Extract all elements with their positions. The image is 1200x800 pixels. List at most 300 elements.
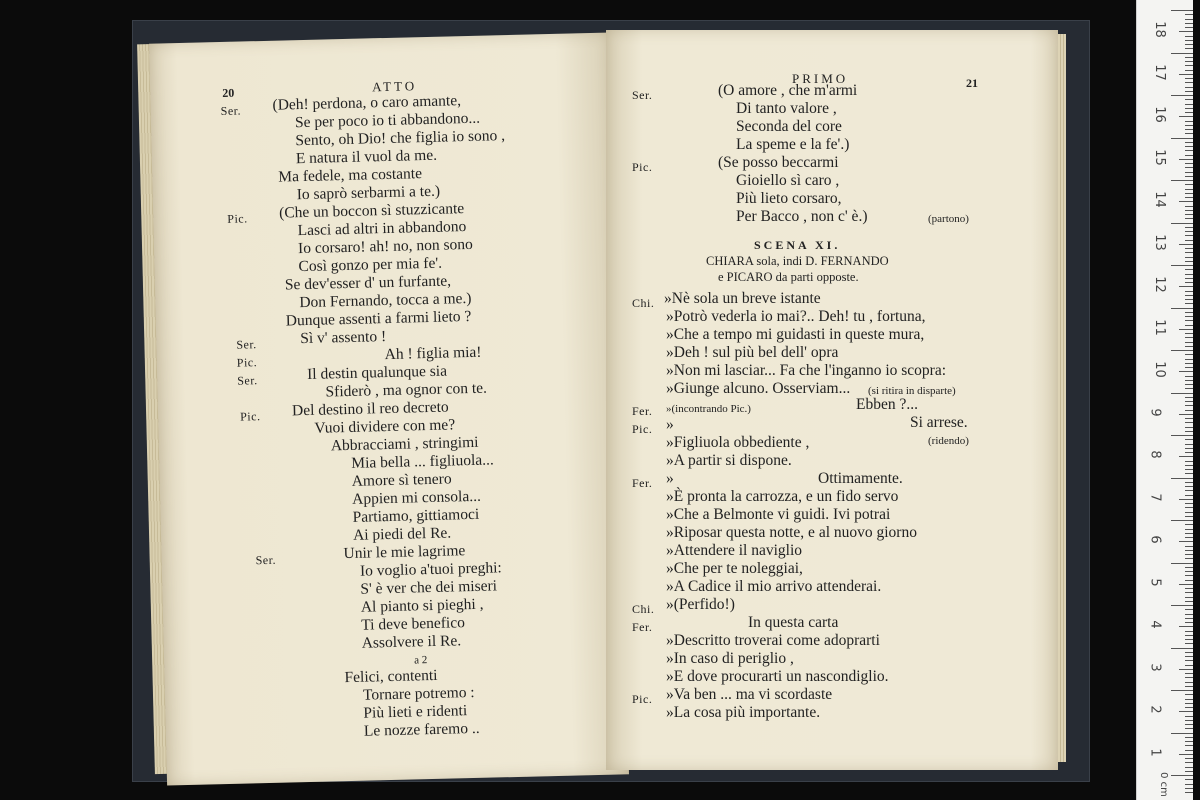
verse-line: »Figliuola obbediente , [666, 434, 810, 451]
verse-line: Seconda del core [736, 118, 842, 135]
verse-line: Di tanto valore , [736, 100, 837, 117]
verse-line: »Potrò vederla io mai?.. Deh! tu , fortuna, [666, 308, 926, 325]
verse-line: Amore sì tenero [351, 470, 452, 490]
ruler-tick [1185, 342, 1193, 343]
verse-line: Il destin qualunque sia [306, 362, 448, 383]
ruler-tick [1185, 363, 1193, 364]
ruler-tick [1185, 550, 1193, 551]
verse-line: Lasci ad altri in abbandono [297, 218, 467, 240]
speaker: Fer. [632, 476, 653, 490]
speaker: Chi. [632, 296, 655, 310]
speaker: Pic. [632, 422, 653, 436]
ruler-tick [1185, 240, 1193, 241]
ruler-tick [1185, 592, 1193, 593]
ruler-tick [1185, 529, 1193, 530]
verse-line: » [666, 470, 674, 487]
ruler-number: 14 [1151, 191, 1167, 208]
ruler-tick [1185, 167, 1193, 168]
ruler-tick [1185, 231, 1193, 232]
ruler-tick [1185, 61, 1193, 62]
ruler-tick [1185, 252, 1193, 253]
speaker: Ser. [236, 337, 257, 352]
ruler-tick [1185, 184, 1193, 185]
verse-line: »Riposar questa notte, e al nuovo giorno [666, 524, 917, 541]
ruler-tick [1185, 792, 1193, 793]
ruler-tick [1185, 448, 1193, 449]
ruler-tick [1185, 82, 1193, 83]
measurement-ruler [1136, 0, 1193, 800]
ruler-tick [1185, 677, 1193, 678]
ruler-tick [1185, 227, 1193, 228]
ruler-tick [1185, 172, 1193, 173]
ruler-tick [1185, 635, 1193, 636]
ruler-tick [1185, 418, 1193, 419]
ruler-number: 18 [1151, 21, 1167, 38]
ruler-tick [1171, 138, 1193, 139]
speaker: Fer. [632, 620, 653, 634]
verse-line: Don Fernando, tocca a me.) [299, 289, 472, 312]
ruler-number: 12 [1151, 276, 1167, 293]
ruler-tick [1185, 465, 1193, 466]
ruler-tick [1179, 754, 1193, 755]
speaker: Pic. [236, 355, 258, 370]
ruler-tick [1185, 724, 1193, 725]
ruler-tick [1185, 597, 1193, 598]
verse-line: »(Perfido!) [666, 596, 735, 613]
ruler-tick [1185, 19, 1193, 20]
ruler-number: 16 [1151, 106, 1167, 123]
verse-line: (Che un boccon sì stuzzicante [278, 200, 465, 222]
ruler-tick [1185, 452, 1193, 453]
speaker: Pic. [632, 692, 653, 706]
ruler-tick [1185, 469, 1193, 470]
ruler-tick [1185, 665, 1193, 666]
ruler-tick [1179, 201, 1193, 202]
ruler-tick [1185, 206, 1193, 207]
ruler-tick [1171, 690, 1193, 691]
ruler-tick [1171, 308, 1193, 309]
ruler-tick [1185, 588, 1193, 589]
ruler-tick [1185, 367, 1193, 368]
ruler-tick [1185, 380, 1193, 381]
ruler-tick [1185, 699, 1193, 700]
ruler-tick [1185, 652, 1193, 653]
ruler-tick [1185, 257, 1193, 258]
verse-line: Più lieti e ridenti [363, 702, 468, 722]
ruler-tick [1185, 376, 1193, 377]
stage-direction: (si ritira in disparte) [868, 385, 956, 397]
verse-line: (O amore , che m'armi [718, 82, 858, 99]
ruler-tick [1185, 104, 1193, 105]
stage-direction: (ridendo) [928, 435, 969, 447]
verse-line: Sì v' assento ! [300, 328, 387, 348]
verse-line: La speme e la fe'.) [736, 136, 850, 153]
ruler-tick [1171, 53, 1193, 54]
ruler-tick [1185, 87, 1193, 88]
ruler-tick [1185, 337, 1193, 338]
verse-line: Per Bacco , non c' è.) [736, 208, 868, 225]
ruler-tick [1185, 622, 1193, 623]
verse-line: Così gonzo per mia fe'. [298, 254, 443, 276]
ruler-tick [1185, 23, 1193, 24]
verse-line: »Che a Belmonte vi guidi. Ivi potrai [666, 506, 891, 523]
speaker: Ser. [255, 552, 277, 568]
ruler-number: 7 [1147, 492, 1163, 502]
speaker: Ser. [237, 373, 258, 388]
verse-line: Tornare potremo : [362, 683, 475, 704]
ruler-number: 15 [1151, 148, 1167, 166]
ruler-tick [1185, 575, 1193, 576]
verse-line: »Che per te noleggiai, [666, 560, 803, 577]
verse-line: S' è ver che dei miseri [360, 577, 498, 598]
ruler-tick [1185, 359, 1193, 360]
verse-line: Dunque assenti a farmi lieto ? [285, 307, 472, 330]
ruler-tick [1185, 686, 1193, 687]
ruler-tick [1171, 648, 1193, 649]
ruler-tick [1185, 439, 1193, 440]
ruler-tick [1179, 456, 1193, 457]
ruler-tick [1185, 163, 1193, 164]
ruler-tick [1185, 741, 1193, 742]
speaker: Fer. [632, 404, 653, 418]
verse-line: »Attendere il naviglio [666, 542, 803, 559]
ruler-tick [1185, 14, 1193, 15]
verse-line: Vuoi dividere con me? [314, 416, 456, 437]
ruler-tick [1185, 99, 1193, 100]
ruler-tick [1185, 660, 1193, 661]
ruler-tick [1185, 524, 1193, 525]
ruler-number: 4 [1147, 620, 1163, 629]
ruler-tick [1171, 605, 1193, 606]
ruler-number: 8 [1147, 450, 1163, 459]
verse-line: Ottimamente. [818, 470, 903, 487]
ruler-number: 6 [1147, 535, 1163, 544]
verse-line: Del destino il reo decreto [291, 398, 449, 420]
ruler-tick [1185, 269, 1193, 270]
ruler-tick [1185, 703, 1193, 704]
ruler-tick [1171, 563, 1193, 564]
ruler-tick [1185, 507, 1193, 508]
ruler-tick [1185, 325, 1193, 326]
ruler-tick [1185, 142, 1193, 143]
verse-line: »Nè sola un breve istante [664, 290, 821, 307]
ruler-tick [1185, 737, 1193, 738]
ruler-tick [1185, 295, 1193, 296]
ruler-unit: 0 cm [1157, 772, 1169, 797]
verse-line: Mia bella ... figliuola... [351, 451, 494, 472]
ruler-tick [1185, 235, 1193, 236]
ruler-tick [1185, 762, 1193, 763]
verse-line: » [666, 416, 674, 433]
verse-line: Più lieto corsaro, [736, 190, 842, 207]
verse-line: Ti deve benefico [361, 614, 466, 634]
ruler-tick [1185, 346, 1193, 347]
ruler-tick [1185, 91, 1193, 92]
ruler-number: 13 [1151, 233, 1167, 251]
ruler-tick [1185, 614, 1193, 615]
verse-line: Partiamo, gittiamoci [352, 505, 480, 526]
ruler-tick [1179, 584, 1193, 585]
ruler-tick [1185, 388, 1193, 389]
ruler-tick [1185, 78, 1193, 79]
ruler-number: 9 [1147, 407, 1163, 417]
ruler-number: 11 [1151, 318, 1167, 336]
ruler-tick [1179, 329, 1193, 330]
verse-line: »Che a tempo mi guidasti in queste mura, [666, 326, 925, 343]
ruler-tick [1185, 193, 1193, 194]
page-number: 21 [966, 76, 978, 90]
ruler-tick [1185, 546, 1193, 547]
verse-line: Io corsaro! ah! no, non sono [297, 235, 473, 258]
ruler-tick [1185, 707, 1193, 708]
ruler-tick [1179, 286, 1193, 287]
ruler-tick [1185, 554, 1193, 555]
ruler-tick [1185, 146, 1193, 147]
ruler-tick [1185, 316, 1193, 317]
verse-line: »Deh ! sul più bel dell' opra [666, 344, 839, 361]
ruler-tick [1185, 771, 1193, 772]
ruler-number: 3 [1147, 662, 1163, 672]
ruler-tick [1185, 758, 1193, 759]
ruler-tick [1185, 274, 1193, 275]
ruler-tick [1171, 265, 1193, 266]
ruler-tick [1171, 10, 1193, 11]
ruler-tick [1171, 393, 1193, 394]
verse-line: Ai piedi del Re. [352, 524, 452, 544]
ruler-tick [1185, 571, 1193, 572]
verse-line: Sfiderò , ma ognor con te. [325, 379, 488, 401]
ruler-tick [1185, 405, 1193, 406]
ruler-tick [1179, 159, 1193, 160]
ruler-tick [1185, 512, 1193, 513]
ruler-tick [1185, 125, 1193, 126]
ruler-tick [1185, 643, 1193, 644]
ruler-tick [1185, 303, 1193, 304]
ruler-tick [1185, 490, 1193, 491]
verse-line: »La cosa più importante. [666, 704, 821, 721]
ruler-tick [1185, 779, 1193, 780]
ruler-tick [1185, 745, 1193, 746]
ruler-tick [1179, 74, 1193, 75]
ruler-number: 10 [1151, 361, 1167, 378]
ruler-tick [1185, 609, 1193, 610]
ruler-tick [1179, 669, 1193, 670]
running-header: ATTO [371, 78, 418, 95]
ruler-tick [1185, 580, 1193, 581]
scene-description: e PICARO da parti opposte. [718, 270, 859, 284]
ruler-tick [1185, 533, 1193, 534]
ruler-tick [1185, 503, 1193, 504]
ruler-tick [1179, 541, 1193, 542]
ruler-tick [1171, 733, 1193, 734]
verse-line: »Non mi lasciar... Fa che l'inganno io scopra: [666, 362, 947, 379]
verse-line: Assolvere il Re. [361, 632, 462, 652]
verse-line: (Deh! perdona, o caro amante, [272, 92, 462, 114]
ruler-tick [1185, 57, 1193, 58]
ruler-tick [1185, 631, 1193, 632]
ruler-tick [1185, 784, 1193, 785]
ruler-tick [1171, 775, 1193, 776]
verse-line: Si arrese. [910, 414, 968, 431]
ruler-tick [1185, 291, 1193, 292]
verse-line: Se dev'esser d' un furfante, [284, 272, 452, 294]
ruler-tick [1185, 218, 1193, 219]
verse-line: »A Cadice il mio arrivo attenderai. [666, 578, 882, 595]
scene-description: CHIARA sola, indi D. FERNANDO [706, 254, 889, 268]
ruler-tick [1171, 350, 1193, 351]
stage-direction: (partono) [928, 213, 969, 225]
ruler-tick [1185, 537, 1193, 538]
left-page [149, 32, 629, 785]
verse-line: »Giunge alcuno. Osserviam... [666, 380, 851, 397]
ruler-tick [1185, 694, 1193, 695]
ruler-tick [1185, 36, 1193, 37]
ruler-tick [1185, 618, 1193, 619]
ruler-tick [1179, 414, 1193, 415]
ruler-tick [1185, 673, 1193, 674]
speaker: Pic. [227, 211, 248, 226]
ruler-tick [1171, 520, 1193, 521]
verse-line: (Se posso beccarmi [718, 154, 839, 171]
ruler-tick [1185, 299, 1193, 300]
ruler-tick [1185, 384, 1193, 385]
ruler-tick [1185, 788, 1193, 789]
ruler-tick [1185, 461, 1193, 462]
verse-line: »E dove procurarti un nascondiglio. [666, 668, 889, 685]
ruler-tick [1185, 150, 1193, 151]
ruler-tick [1185, 601, 1193, 602]
speaker: Chi. [632, 602, 655, 616]
ruler-tick [1185, 133, 1193, 134]
ruler-tick [1185, 558, 1193, 559]
ruler-tick [1185, 197, 1193, 198]
ruler-tick [1185, 427, 1193, 428]
ruler-number: 5 [1147, 577, 1163, 587]
ruler-tick [1185, 482, 1193, 483]
ruler-number: 1 [1147, 747, 1163, 757]
ruler-tick [1185, 214, 1193, 215]
verse-line: Unir le mie lagrime [343, 542, 466, 563]
ruler-tick [1185, 639, 1193, 640]
ruler-tick [1185, 48, 1193, 49]
verse-line: »Descritto troverai come adoprarti [666, 632, 880, 649]
ruler-tick [1179, 499, 1193, 500]
stage-direction: »(incontrando Pic.) [666, 403, 751, 415]
page-number: 20 [222, 85, 235, 100]
ruler-tick [1185, 108, 1193, 109]
verse-line: Al pianto si pieghi , [360, 595, 484, 616]
ruler-tick [1171, 223, 1193, 224]
ruler-tick [1185, 210, 1193, 211]
verse-line: »A partir si dispone. [666, 452, 792, 469]
ruler-tick [1185, 44, 1193, 45]
ruler-tick [1179, 31, 1193, 32]
running-header: PRIMO [792, 71, 849, 86]
ruler-tick [1185, 397, 1193, 398]
verse-line: In questa carta [748, 614, 839, 631]
ruler-tick [1185, 155, 1193, 156]
ruler-tick [1185, 354, 1193, 355]
ruler-tick [1185, 65, 1193, 66]
verse-line: »In caso di periglio , [666, 650, 794, 667]
ruler-tick [1185, 486, 1193, 487]
stage-direction: a 2 [414, 654, 428, 667]
speaker: Pic. [239, 409, 261, 424]
ruler-tick [1179, 244, 1193, 245]
ruler-tick [1185, 129, 1193, 130]
ruler-tick [1185, 495, 1193, 496]
ruler-tick [1185, 278, 1193, 279]
verse-line: Felici, contenti [344, 666, 438, 687]
ruler-tick [1185, 473, 1193, 474]
ruler-tick [1185, 70, 1193, 71]
verse-line: »È pronta la carrozza, e un fido servo [666, 488, 899, 505]
ruler-tick [1179, 711, 1193, 712]
ruler-tick [1185, 444, 1193, 445]
ruler-tick [1185, 261, 1193, 262]
verse-line: Ma fedele, ma costante [278, 165, 423, 186]
ruler-tick [1179, 371, 1193, 372]
ruler-tick [1185, 422, 1193, 423]
ruler-tick [1185, 27, 1193, 28]
verse-line: Io saprò serbarmi a te.) [296, 182, 441, 204]
ruler-tick [1171, 95, 1193, 96]
verse-line: Se per poco io ti abbandono... [294, 109, 481, 132]
verse-line: Gioiello sì caro , [736, 172, 840, 189]
ruler-tick [1185, 682, 1193, 683]
ruler-tick [1185, 656, 1193, 657]
ruler-tick [1185, 248, 1193, 249]
ruler-number: 2 [1147, 705, 1163, 714]
ruler-tick [1185, 320, 1193, 321]
ruler-tick [1185, 189, 1193, 190]
ruler-tick [1179, 626, 1193, 627]
ruler-tick [1171, 435, 1193, 436]
ruler-tick [1185, 750, 1193, 751]
verse-line: Appien mi consola... [351, 487, 482, 508]
ruler-tick [1185, 720, 1193, 721]
ruler-tick [1185, 767, 1193, 768]
ruler-tick [1171, 478, 1193, 479]
ruler-tick [1171, 180, 1193, 181]
ruler-tick [1185, 333, 1193, 334]
ruler-tick [1185, 567, 1193, 568]
ruler-tick [1185, 112, 1193, 113]
ruler-tick [1185, 176, 1193, 177]
verse-line: E natura il vuol da me. [295, 146, 438, 168]
right-page [606, 30, 1058, 770]
verse-line: »Va ben ... ma vi scordaste [666, 686, 833, 703]
verse-line: Le nozze faremo .. [363, 719, 480, 740]
speaker: Ser. [632, 88, 653, 102]
verse-line: Abbracciami , stringimi [330, 433, 479, 455]
verse-line: Io voglio a'tuoi preghi: [359, 559, 502, 580]
ruler-tick [1185, 431, 1193, 432]
speaker: Ser. [220, 103, 242, 119]
ruler-tick [1185, 401, 1193, 402]
ruler-number: 17 [1151, 63, 1167, 81]
scene-heading: SCENA XI. [754, 238, 841, 252]
ruler-tick [1185, 121, 1193, 122]
speaker: Pic. [632, 160, 653, 174]
verse-line: Ebben ?... [856, 396, 918, 413]
ruler-tick [1185, 410, 1193, 411]
ruler-tick [1185, 40, 1193, 41]
ruler-tick [1185, 282, 1193, 283]
ruler-tick [1185, 728, 1193, 729]
ruler-tick [1185, 516, 1193, 517]
verse-line: Ah ! figlia mia! [384, 343, 482, 364]
